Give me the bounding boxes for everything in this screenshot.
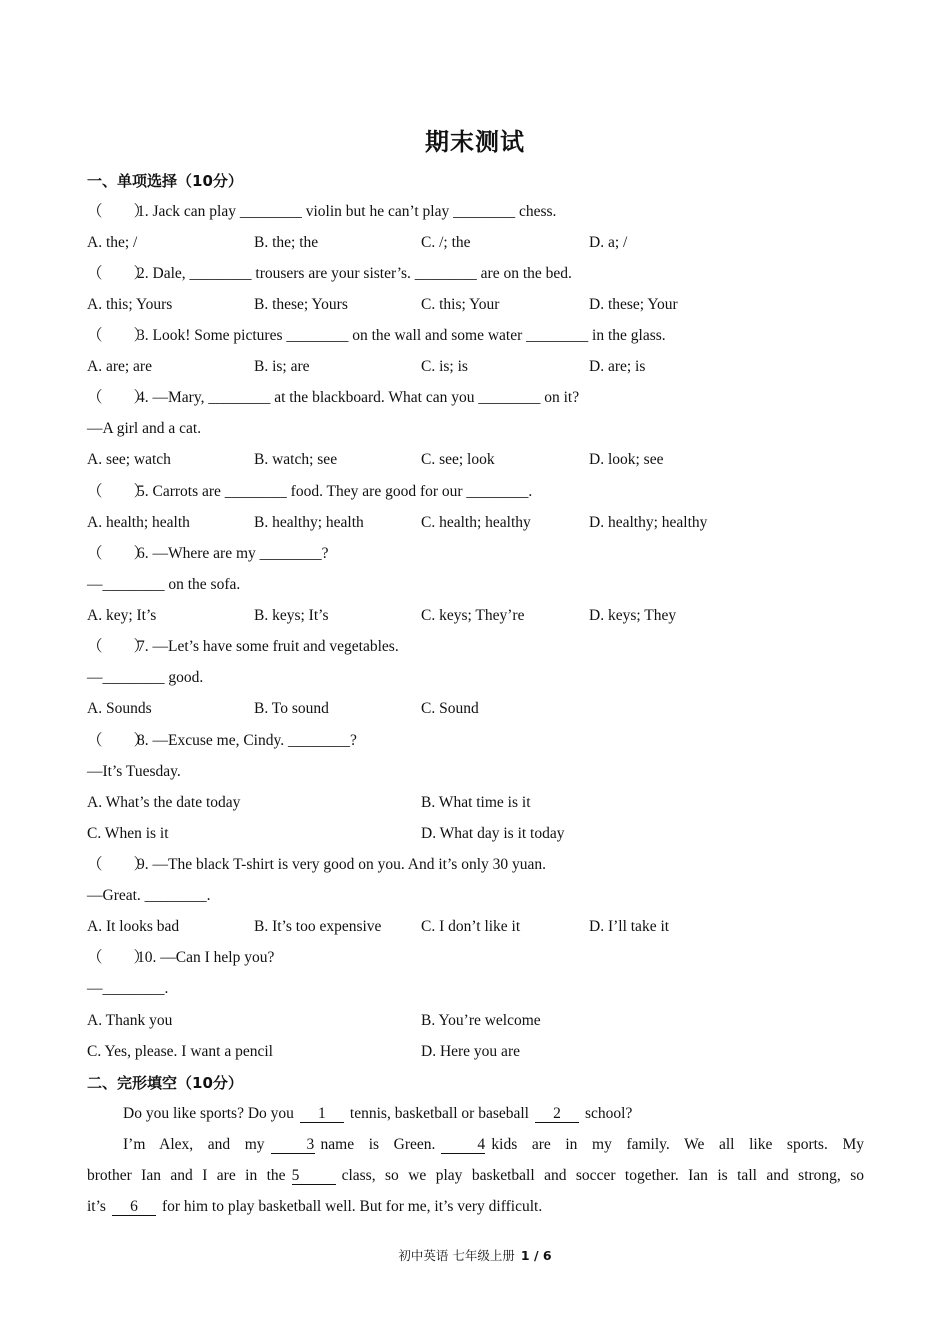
question-stem: 9. —The black T-shirt is very good on you. And it’s only 30 yuan. (137, 856, 547, 873)
question-stem: 3. Look! Some pictures ________ on the wall and some water ________ in the glass. (137, 327, 666, 344)
option-d: D. Here you are (421, 1043, 520, 1060)
option-d: D. these; Your (589, 296, 678, 313)
option-a: A. are; are (87, 358, 152, 375)
option-c: C. health; healthy (421, 514, 531, 531)
cloze-text: I’m Alex, and my (123, 1136, 265, 1153)
answer-paren[interactable]: （ ） (87, 203, 150, 220)
option-b: B. watch; see (254, 451, 338, 468)
option-d: D. a; / (589, 234, 628, 251)
cloze-blank-5[interactable]: 5 (292, 1167, 336, 1185)
cloze-text: kids are in my family. We all like sports. My (491, 1136, 864, 1153)
option-d: D. I’ll take it (589, 918, 670, 935)
option-b: B. To sound (254, 700, 329, 717)
option-a: A. key; It’s (87, 607, 157, 624)
option-c: C. /; the (421, 234, 471, 251)
option-b: B. You’re welcome (421, 1012, 541, 1029)
question-6 (87, 544, 329, 564)
question-stem: 8. —Excuse me, Cindy. ________? (137, 732, 357, 749)
page-footer (0, 1246, 950, 1264)
cloze-paragraph-2-line-2 (87, 1166, 864, 1186)
answer-paren[interactable]: （ ） (87, 265, 150, 282)
question-3 (87, 326, 666, 346)
answer-paren[interactable]: （ ） (87, 545, 150, 562)
option-a: A. health; health (87, 514, 190, 531)
answer-paren[interactable]: （ ） (87, 638, 150, 655)
section-heading-cloze: 二、完形填空（10分） (87, 1074, 243, 1092)
option-c: C. this; Your (421, 296, 500, 313)
question-stem: 2. Dale, ________ trousers are your sister’s. ________ are on the bed. (137, 265, 572, 282)
option-d: D. healthy; healthy (589, 514, 708, 531)
cloze-text: school? (584, 1105, 633, 1122)
question-stem: 10. —Can I help you? (137, 949, 275, 966)
cloze-paragraph-2-line-3 (87, 1197, 542, 1217)
question-reply: —It’s Tuesday. (87, 763, 181, 780)
option-a: A. this; Yours (87, 296, 173, 313)
option-c: C. Sound (421, 700, 479, 717)
footer-text: 初中英语 七年级上册 (398, 1248, 515, 1263)
option-d: D. look; see (589, 451, 664, 468)
option-a: A. Thank you (87, 1012, 173, 1029)
option-c: C. When is it (87, 825, 169, 842)
option-c: C. keys; They’re (421, 607, 525, 624)
option-b: B. keys; It’s (254, 607, 329, 624)
question-stem: 4. —Mary, ________ at the blackboard. What can you ________ on it? (137, 389, 580, 406)
cloze-text: class, so we play basketball and soccer together. Ian is tall and strong, so (341, 1167, 864, 1184)
cloze-blank-1[interactable]: 1 (300, 1105, 344, 1123)
cloze-text: name is Green. (320, 1136, 436, 1153)
cloze-blank-3[interactable]: 3 (271, 1136, 315, 1154)
answer-paren[interactable]: （ ） (87, 732, 150, 749)
option-b: B. is; are (254, 358, 310, 375)
option-d: D. are; is (589, 358, 646, 375)
option-a: A. It looks bad (87, 918, 180, 935)
section-heading-multiple-choice: 一、单项选择（10分） (87, 172, 243, 190)
question-7 (87, 637, 399, 657)
option-c: C. see; look (421, 451, 495, 468)
question-stem: 5. Carrots are ________ food. They are good for our ________. (137, 483, 533, 500)
option-d: D. keys; They (589, 607, 677, 624)
question-10 (87, 948, 274, 968)
answer-paren[interactable]: （ ） (87, 327, 150, 344)
question-reply: —________ good. (87, 669, 204, 686)
option-c: C. Yes, please. I want a pencil (87, 1043, 273, 1060)
question-1 (87, 202, 556, 222)
question-reply: —A girl and a cat. (87, 420, 202, 437)
cloze-text: tennis, basketball or baseball (349, 1105, 529, 1122)
option-b: B. It’s too expensive (254, 918, 382, 935)
cloze-blank-2[interactable]: 2 (535, 1105, 579, 1123)
page-title: 期末测试 (425, 128, 525, 156)
option-d: D. What day is it today (421, 825, 565, 842)
cloze-paragraph-1 (123, 1104, 632, 1124)
option-a: A. Sounds (87, 700, 152, 717)
question-5 (87, 482, 532, 502)
option-a: A. the; / (87, 234, 138, 251)
question-4 (87, 388, 579, 408)
question-reply: —________ on the sofa. (87, 576, 241, 593)
answer-paren[interactable]: （ ） (87, 949, 150, 966)
option-a: A. see; watch (87, 451, 171, 468)
option-b: B. What time is it (421, 794, 531, 811)
question-8 (87, 731, 357, 751)
cloze-text: for him to play basketball well. But for me, it’s very difficult. (161, 1198, 543, 1215)
question-stem: 1. Jack can play ________ violin but he can’t play ________ chess. (137, 203, 557, 220)
question-9 (87, 855, 546, 875)
cloze-paragraph-2-line-1 (87, 1135, 864, 1155)
question-reply: —________. (87, 980, 169, 997)
question-stem: 7. —Let’s have some fruit and vegetables. (137, 638, 399, 655)
cloze-text: it’s (87, 1198, 106, 1215)
cloze-blank-4[interactable]: 4 (441, 1136, 485, 1154)
question-reply: —Great. ________. (87, 887, 211, 904)
cloze-blank-6[interactable]: 6 (112, 1198, 156, 1216)
option-c: C. I don’t like it (421, 918, 521, 935)
option-b: B. healthy; health (254, 514, 364, 531)
answer-paren[interactable]: （ ） (87, 389, 150, 406)
option-a: A. What’s the date today (87, 794, 241, 811)
option-b: B. these; Yours (254, 296, 348, 313)
cloze-text: brother Ian and I are in the (87, 1167, 286, 1184)
page-number: 1 / 6 (520, 1248, 552, 1263)
option-b: B. the; the (254, 234, 319, 251)
answer-paren[interactable]: （ ） (87, 856, 150, 873)
answer-paren[interactable]: （ ） (87, 483, 150, 500)
option-c: C. is; is (421, 358, 468, 375)
cloze-text: Do you like sports? Do you (123, 1105, 294, 1122)
question-stem: 6. —Where are my ________? (137, 545, 329, 562)
question-2 (87, 264, 572, 284)
